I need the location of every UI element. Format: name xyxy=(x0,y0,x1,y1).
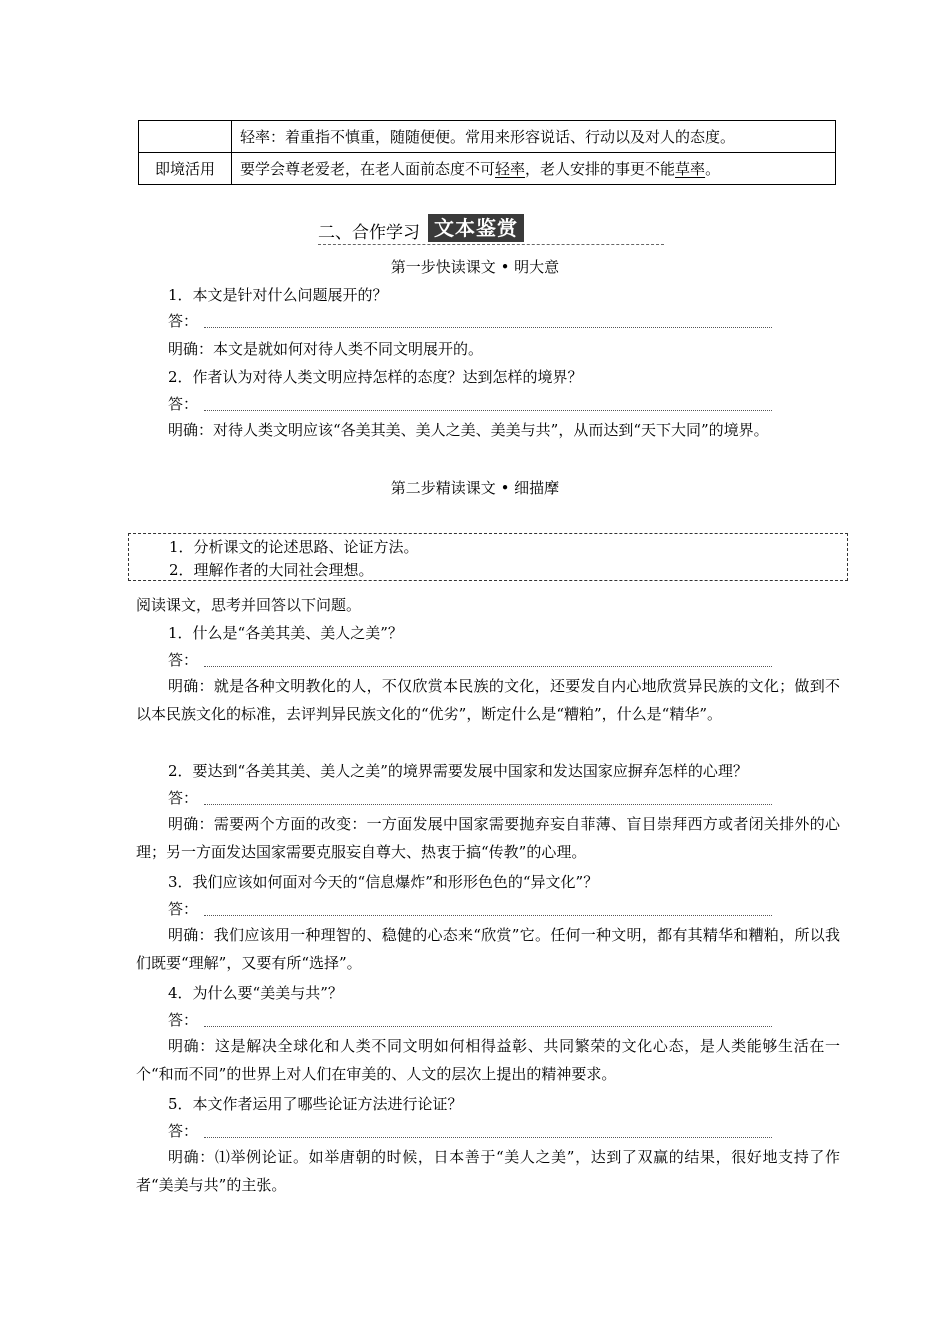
definition-cell: 轻率：着重指不慎重，随随便便。常用来形容说话、行动以及对人的态度。 xyxy=(232,121,836,153)
answer-blank[interactable] xyxy=(204,410,772,411)
table-label-cell: 即境活用 xyxy=(139,153,232,185)
answer-line: 答： xyxy=(168,1120,198,1141)
answer-blank[interactable] xyxy=(204,1137,772,1138)
answer-line: 答： xyxy=(168,787,198,808)
answer-line: 答： xyxy=(168,393,198,414)
answer-blank[interactable] xyxy=(204,666,772,667)
question: 2．要达到“各美其美、美人之美”的境界需要发展中国家和发达国家应摒弃怎样的心理？ xyxy=(168,762,748,780)
learning-goals-box xyxy=(128,533,848,581)
answer-line: 答： xyxy=(168,898,198,919)
answer-line: 答： xyxy=(168,649,198,670)
answer-line: 答： xyxy=(168,1009,198,1030)
vocabulary-table xyxy=(138,120,836,185)
reading-instruction: 阅读课文，思考并回答以下问题。 xyxy=(136,596,362,614)
answer-blank[interactable] xyxy=(204,804,772,805)
explanation: 明确：我们应该用一种理智的、稳健的心态来“欣赏”它。任何一种文明，都有其精华和糟粕，所以我们既要“理解”，又要有所“选择”。 xyxy=(136,926,840,972)
section-boxed-title: 文本鉴赏 xyxy=(428,214,524,242)
underlined-word: 轻率 xyxy=(495,160,526,178)
explanation: 明确：这是解决全球化和人类不同文明如何相得益彰、共同繁荣的文化心态，是人类能够生活在一个“和而不同”的世界上对人们在审美的、人文的层次上提出的精神要求。 xyxy=(136,1037,840,1083)
question: 4．为什么要“美美与共”？ xyxy=(168,984,343,1002)
goal-item: 2．理解作者的大同社会理想。 xyxy=(169,561,374,579)
step2-title: 第二步精读课文 • 细描摩 xyxy=(390,479,560,497)
section-number-title: 二、合作学习 xyxy=(318,223,420,243)
explanation: 明确：本文是就如何对待人类不同文明展开的。 xyxy=(168,340,484,358)
section-heading xyxy=(318,214,664,245)
table-label-cell xyxy=(139,121,232,153)
goal-item: 1．分析课文的论述思路、论证方法。 xyxy=(169,538,419,556)
question: 1．什么是“各美其美、美人之美”？ xyxy=(168,624,403,642)
step1-title: 第一步快读课文 • 明大意 xyxy=(390,258,560,276)
explanation: 明确：就是各种文明教化的人，不仅欣赏本民族的文化，还要发自内心地欣赏异民族的文化；做到不以本民族文化的标准，去评判异民族文化的“优劣”，断定什么是“糟粕”，什么是“精华”。 xyxy=(136,677,840,723)
table-row xyxy=(139,153,836,185)
question: 1．本文是针对什么问题展开的？ xyxy=(168,286,388,304)
question: 5．本文作者运用了哪些论证方法进行论证？ xyxy=(168,1095,463,1113)
question: 3．我们应该如何面对今天的“信息爆炸”和形形色色的“异文化”？ xyxy=(168,873,599,891)
explanation: 明确：⑴举例论证。如举唐朝的时候，日本善于“美人之美”，达到了双赢的结果，很好地支持了作者“美美与共”的主张。 xyxy=(136,1148,840,1194)
answer-blank[interactable] xyxy=(204,327,772,328)
answer-line: 答： xyxy=(168,310,198,331)
explanation: 明确：对待人类文明应该“各美其美、美人之美、美美与共”，从而达到“天下大同”的境界。 xyxy=(168,421,769,439)
underlined-word: 草率 xyxy=(675,160,706,178)
answer-blank[interactable] xyxy=(204,915,772,916)
table-row xyxy=(139,121,836,153)
usage-cell: 要学会尊老爱老，在老人面前态度不可轻率，老人安排的事更不能草率。 xyxy=(232,153,836,185)
answer-blank[interactable] xyxy=(204,1026,772,1027)
question: 2．作者认为对待人类文明应持怎样的态度？达到怎样的境界？ xyxy=(168,368,583,386)
explanation: 明确：需要两个方面的改变：一方面发展中国家需要抛弃妄自菲薄、盲目崇拜西方或者闭关排外的心理；另一方面发达国家需要克服妄自尊大、热衷于搞“传教”的心理。 xyxy=(136,815,840,861)
